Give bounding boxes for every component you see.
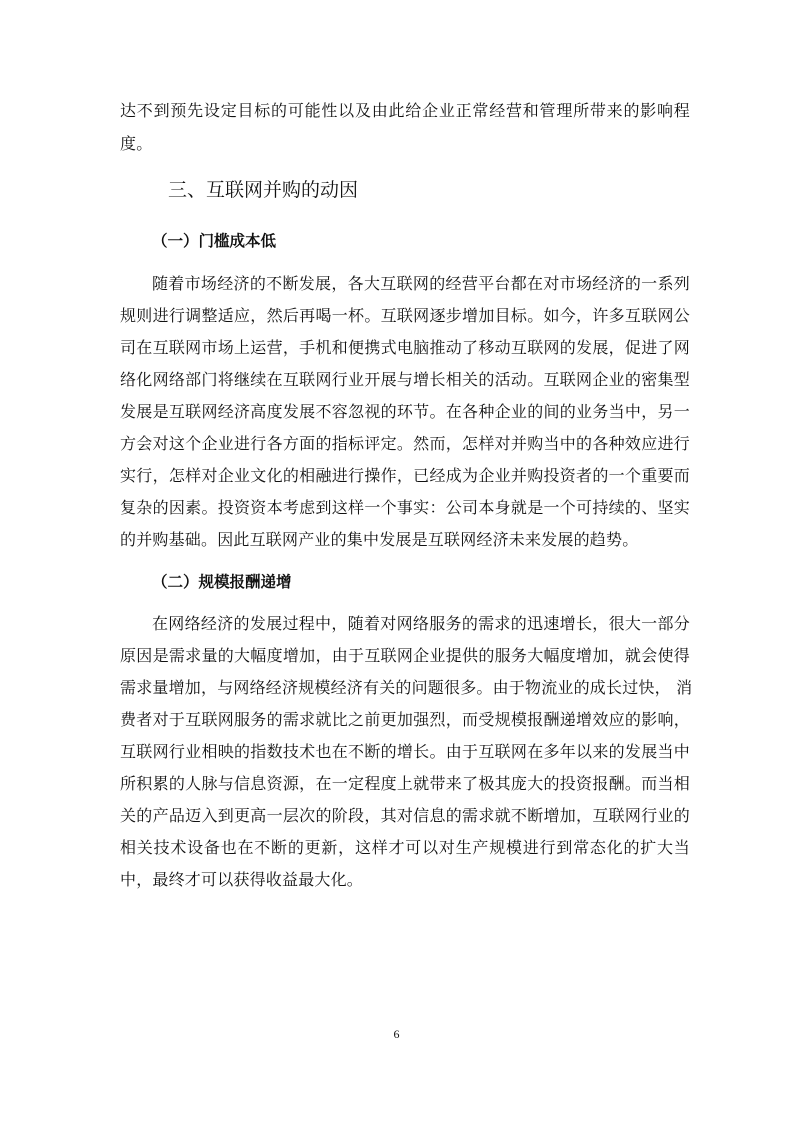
paragraph-line: 司在互联网市场上运营，手机和便携式电脑推动了移动互联网的发展，促进了网 — [120, 338, 690, 357]
paragraph-line: 复杂的因素。投资资本考虑到这样一个事实：公司本身就是一个可持续的、坚实 — [120, 498, 690, 517]
subsection-heading: （二）规模报酬递增 — [152, 573, 292, 591]
paragraph-line: 实行，怎样对企业文化的相融进行操作，已经成为企业并购投资者的一个重要而 — [120, 466, 690, 485]
paragraph-line: 发展是互联网经济高度发展不容忽视的环节。在各种企业的间的业务当中，另一 — [120, 402, 690, 421]
paragraph-line: 费者对于互联网服务的需求就比之前更加强烈，而受规模报酬递增效应的影响， — [120, 710, 690, 729]
paragraph-line: 关的产品迈入到更高一层次的阶段，其对信息的需求就不断增加，互联网行业的 — [120, 806, 690, 825]
paragraph-line: 度。 — [120, 134, 153, 153]
subsection-heading: （一）门槛成本低 — [152, 232, 277, 250]
paragraph-line: 规则进行调整适应，然后再喝一杯。互联网逐步增加目标。如今，许多互联网公 — [120, 306, 690, 325]
paragraph-line: 所积累的人脉与信息资源，在一定程度上就带来了极其庞大的投资报酬。而当相 — [120, 774, 690, 793]
paragraph-line: 相关技术设备也在不断的更新，这样才可以对生产规模进行到常态化的扩大当 — [120, 838, 690, 857]
paragraph-line: 中，最终才可以获得收益最大化。 — [120, 870, 364, 889]
paragraph-line: 方会对这个企业进行各方面的指标评定。然而，怎样对并购当中的各种效应进行 — [120, 434, 690, 453]
paragraph-line: 在网络经济的发展过程中，随着对网络服务的需求的迅速增长，很大一部分 — [152, 614, 690, 633]
paragraph-line: 需求量增加，与网络经济规模经济有关的问题很多。由于物流业的成长过快， 消 — [120, 678, 693, 697]
section-heading: 三、互联网并购的动因 — [168, 179, 359, 201]
paragraph-line: 达不到预先设定目标的可能性以及由此给企业正常经营和管理所带来的影响程 — [120, 101, 690, 120]
paragraph-line: 随着市场经济的不断发展，各大互联网的经营平台都在对市场经济的一系列 — [152, 274, 690, 293]
paragraph-line: 互联网行业相映的指数技术也在不断的增长。由于互联网在多年以来的发展当中 — [120, 742, 690, 761]
paragraph-line: 原因是需求量的大幅度增加，由于互联网企业提供的服务大幅度增加，就会使得 — [120, 646, 690, 665]
paragraph-line: 络化网络部门将继续在互联网行业开展与增长相关的活动。互联网企业的密集型 — [120, 370, 690, 389]
page-number: 6 — [393, 1027, 400, 1041]
paragraph-line: 的并购基础。因此互联网产业的集中发展是互联网经济未来发展的趋势。 — [120, 530, 639, 549]
